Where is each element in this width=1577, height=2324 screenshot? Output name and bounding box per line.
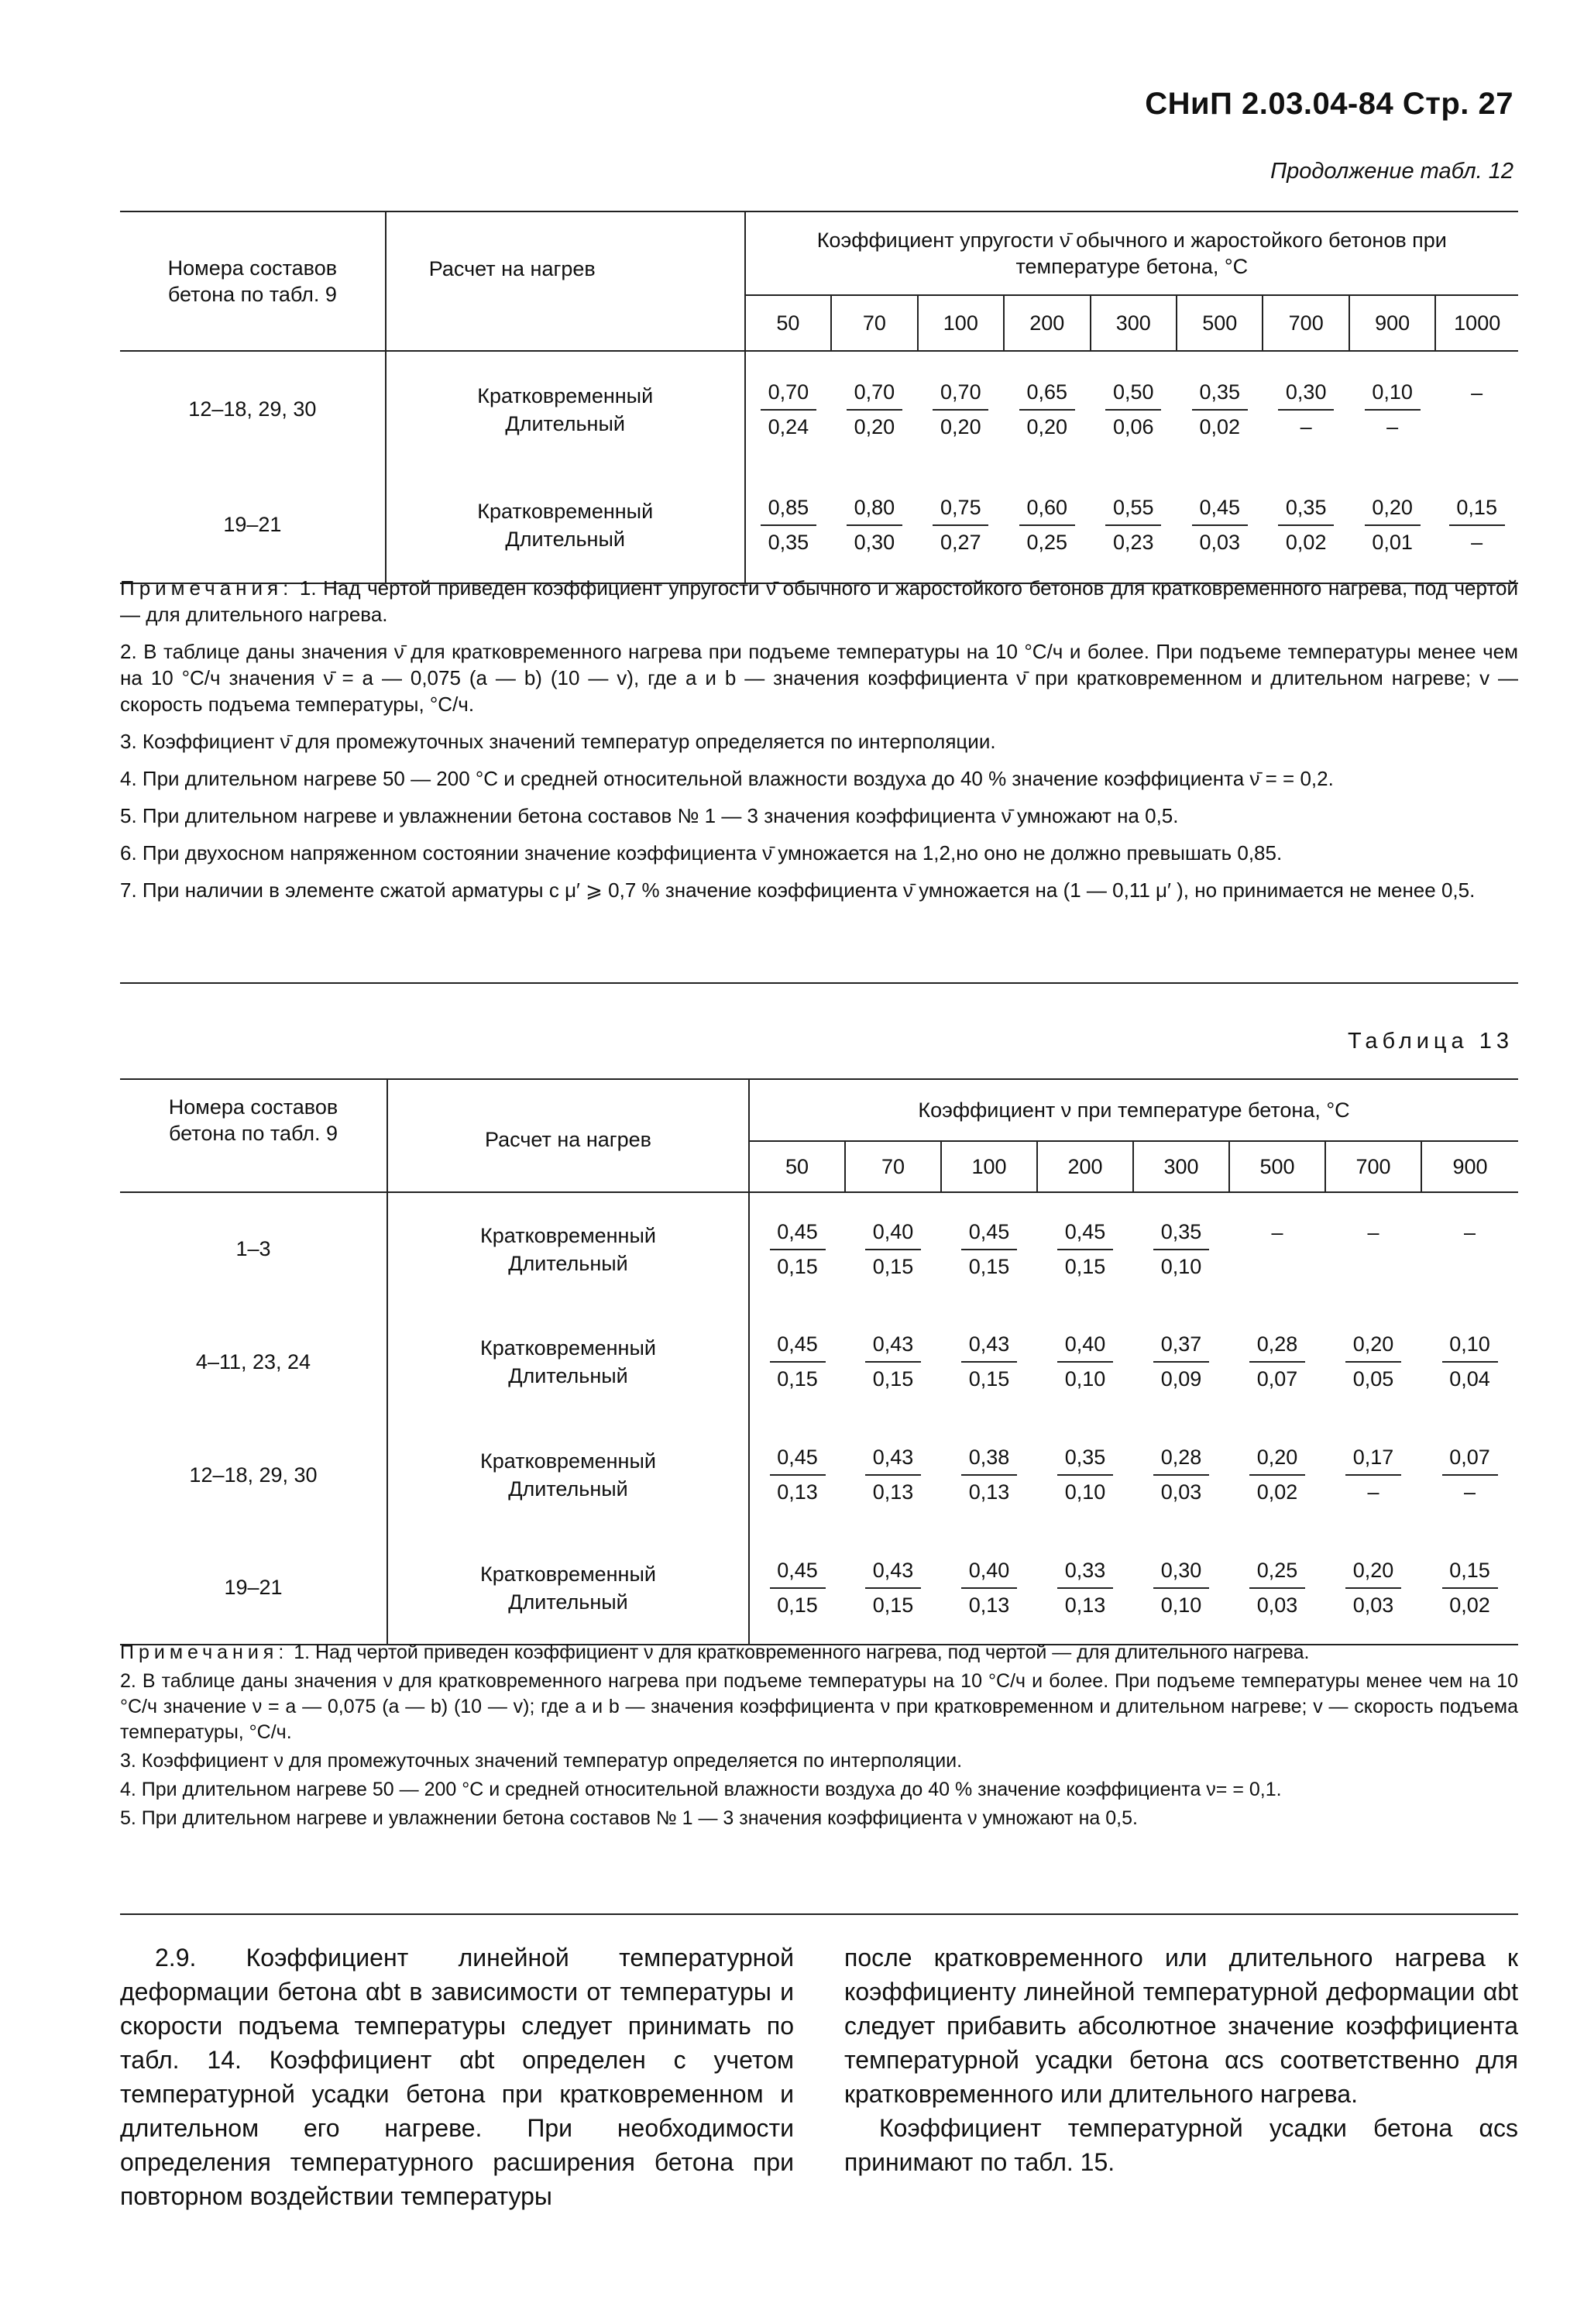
- value-long-term: [1449, 410, 1505, 438]
- value-cell: [941, 1532, 1037, 1645]
- table-row: [120, 1532, 1518, 1645]
- value-cell: [749, 1532, 845, 1645]
- value-long-term: 0,10: [1160, 1254, 1202, 1278]
- value-cell: [749, 1418, 845, 1532]
- table-13: [120, 1078, 1518, 1645]
- table12-temp-header: 900: [1349, 295, 1435, 351]
- note12-7: 7. При наличии в элементе сжатой арматуры с μ′ ⩾ 0,7 % значение коэффициента ν̄ умножается на (1 — 0,11 μ′ ), но принимается не менее 0,5.: [120, 878, 1476, 902]
- value-cell: [1133, 1192, 1229, 1305]
- value-long-term: 0,03: [1352, 1593, 1394, 1617]
- note13-3: 3. Коэффициент ν для промежуточных значений температур определяется по интерполяции.: [120, 1750, 963, 1772]
- value-cell: [1177, 467, 1263, 583]
- mode-long-term: Длительный: [508, 1477, 628, 1501]
- row-heating-modes: [387, 1305, 749, 1418]
- note13-5: 5. При длительном нагреве и увлажнении бетона составов № 1 — 3 значения коэффициента ν умножают на 0,5.: [120, 1807, 1138, 1829]
- value-short-term: 0,20: [1365, 496, 1421, 526]
- page-header: СНиП 2.03.04-84 Стр. 27: [1145, 87, 1513, 121]
- value-cell: [941, 1418, 1037, 1532]
- table12-temp-header: 500: [1177, 295, 1263, 351]
- value-long-term: 0,03: [1256, 1593, 1298, 1617]
- value-cell: [918, 467, 1004, 583]
- table12-temp-header: 300: [1091, 295, 1177, 351]
- row-heating-modes: [387, 1532, 749, 1645]
- value-short-term: 0,35: [1153, 1220, 1209, 1250]
- value-cell: [1229, 1418, 1325, 1532]
- note12-3: 3. Коэффициент ν̄ для промежуточных значений температур определяется по интерполяции.: [120, 730, 996, 753]
- row-heating-modes: [387, 1418, 749, 1532]
- value-long-term: 0,15: [777, 1593, 818, 1617]
- value-short-term: 0,37: [1153, 1332, 1209, 1363]
- value-cell: [1091, 351, 1177, 467]
- mode-short-term: Кратковременный: [480, 1562, 656, 1586]
- mode-long-term: Длительный: [508, 1251, 628, 1275]
- value-cell: [1325, 1418, 1421, 1532]
- value-short-term: 0,20: [1345, 1559, 1401, 1589]
- value-cell: [749, 1305, 845, 1418]
- mode-short-term: Кратковременный: [477, 499, 654, 523]
- value-long-term: 0,25: [1026, 530, 1068, 554]
- table12-temp-header: 200: [1004, 295, 1090, 351]
- value-short-term: 0,50: [1105, 380, 1161, 411]
- value-short-term: 0,45: [961, 1220, 1017, 1250]
- value-long-term: 0,24: [768, 414, 809, 438]
- table12-temp-header: 700: [1263, 295, 1349, 351]
- value-long-term: 0,27: [940, 530, 981, 554]
- table12-temp-header: 50: [745, 295, 831, 351]
- value-cell: [845, 1305, 941, 1418]
- value-short-term: 0,65: [1019, 380, 1075, 411]
- body-left-column: [120, 1941, 794, 2213]
- value-long-term: 0,20: [1026, 414, 1068, 438]
- value-long-term: 0,06: [1112, 414, 1154, 438]
- value-cell: [1349, 351, 1435, 467]
- value-short-term: 0,45: [1192, 496, 1248, 526]
- value-short-term: 0,28: [1249, 1332, 1305, 1363]
- row-heating-modes: [386, 467, 745, 583]
- table-row: [120, 1305, 1518, 1418]
- value-short-term: 0,55: [1105, 496, 1161, 526]
- row-heating-modes: [387, 1192, 749, 1305]
- note13-1: 1. Над чертой приведен коэффициент ν для кратковременного нагрева, под чертой — для длительного нагрева.: [294, 1642, 1310, 1663]
- value-long-term: 0,10: [1064, 1480, 1106, 1504]
- value-cell: [1421, 1532, 1518, 1645]
- value-long-term: 0,13: [968, 1593, 1010, 1617]
- value-long-term: 0,15: [968, 1367, 1010, 1391]
- value-cell: [941, 1192, 1037, 1305]
- table13-col-heating: Расчет на нагрев: [387, 1079, 749, 1192]
- value-short-term: 0,33: [1057, 1559, 1113, 1589]
- value-short-term: 0,20: [1249, 1446, 1305, 1476]
- paragraph-continuation: после кратковременного или длительного нагрева к коэффициенту линейной температурной деформации αbt следует прибавить абсолютное значение коэффициента температурной усадки бетона αcs соответственно для кратковременного или длительного нагрева.: [844, 1944, 1518, 2108]
- value-cell: [1421, 1192, 1518, 1305]
- value-long-term: –: [1300, 414, 1312, 438]
- value-long-term: 0,15: [1064, 1254, 1106, 1278]
- note13-4: 4. При длительном нагреве 50 — 200 °С и средней относительной влажности воздуха до 40 % значение коэффициента ν= = 0,1.: [120, 1779, 1282, 1800]
- value-long-term: 0,13: [968, 1480, 1010, 1504]
- value-long-term: 0,15: [777, 1254, 818, 1278]
- value-cell: [1133, 1305, 1229, 1418]
- value-cell: [1177, 351, 1263, 467]
- row-compositions: 4–11, 23, 24: [120, 1305, 387, 1418]
- notes12-label: Примечания:: [120, 576, 294, 600]
- value-cell: [941, 1305, 1037, 1418]
- mode-long-term: Длительный: [508, 1364, 628, 1387]
- value-long-term: 0,10: [1160, 1593, 1202, 1617]
- value-short-term: 0,40: [1057, 1332, 1113, 1363]
- note12-6: 6. При двухосном напряженном состоянии значение коэффициента ν̄ умножается на 1,2,но оно не должно превышать 0,85.: [120, 841, 1283, 865]
- value-short-term: 0,40: [961, 1559, 1017, 1589]
- value-short-term: 0,10: [1365, 380, 1421, 411]
- value-long-term: 0,15: [872, 1593, 914, 1617]
- value-long-term: –: [1386, 414, 1399, 438]
- value-long-term: 0,15: [968, 1254, 1010, 1278]
- value-short-term: 0,30: [1153, 1559, 1209, 1589]
- value-long-term: 0,15: [872, 1254, 914, 1278]
- body-right-column: [844, 1941, 1518, 2179]
- value-short-term: 0,43: [865, 1332, 921, 1363]
- value-cell: [1349, 467, 1435, 583]
- table12-temp-header: 70: [831, 295, 917, 351]
- table12-col-compositions: Номера составов бетона по табл. 9: [120, 211, 386, 351]
- value-long-term: 0,15: [872, 1367, 914, 1391]
- mode-long-term: Длительный: [505, 411, 625, 435]
- value-short-term: 0,20: [1345, 1332, 1401, 1363]
- value-long-term: 0,23: [1112, 530, 1154, 554]
- value-cell: [1263, 467, 1349, 583]
- value-long-term: –: [1471, 530, 1483, 554]
- value-short-term: 0,38: [961, 1446, 1017, 1476]
- paragraph-shrinkage: Коэффициент температурной усадки бетона αcs принимают по табл. 15.: [844, 2114, 1518, 2176]
- mode-short-term: Кратковременный: [477, 383, 654, 407]
- table12-notes: [120, 575, 1518, 914]
- value-long-term: 0,03: [1160, 1480, 1202, 1504]
- value-short-term: 0,85: [761, 496, 816, 526]
- value-short-term: –: [1271, 1220, 1283, 1244]
- value-cell: [1133, 1418, 1229, 1532]
- value-short-term: 0,45: [770, 1559, 826, 1589]
- note12-4: 4. При длительном нагреве 50 — 200 °С и средней относительной влажности воздуха до 40 % значение коэффициента ν̄ = = 0,2.: [120, 767, 1334, 790]
- table13-temp-header: 700: [1325, 1141, 1421, 1192]
- table-12: [120, 211, 1518, 584]
- value-short-term: 0,35: [1057, 1446, 1113, 1476]
- value-short-term: 0,17: [1345, 1446, 1401, 1476]
- table13-group-header: Коэффициент ν при температуре бетона, °С: [749, 1079, 1518, 1141]
- value-cell: [831, 467, 917, 583]
- table12-col-heating: Расчет на нагрев: [386, 211, 745, 351]
- value-cell: [1325, 1192, 1421, 1305]
- table12-temp-header: 100: [918, 295, 1004, 351]
- value-cell: [745, 351, 831, 467]
- value-long-term: 0,04: [1449, 1367, 1490, 1391]
- value-long-term: 0,10: [1064, 1367, 1106, 1391]
- value-cell: [1004, 351, 1090, 467]
- table13-temp-header: 900: [1421, 1141, 1518, 1192]
- value-short-term: 0,70: [761, 380, 816, 411]
- mode-long-term: Длительный: [505, 527, 625, 551]
- mode-short-term: Кратковременный: [480, 1449, 656, 1473]
- value-short-term: –: [1463, 1220, 1476, 1244]
- table13-notes: [120, 1640, 1518, 1834]
- mode-long-term: Длительный: [508, 1590, 628, 1614]
- value-short-term: 0,45: [1057, 1220, 1113, 1250]
- value-long-term: [1345, 1250, 1401, 1278]
- paragraph-2-9: 2.9. Коэффициент линейной температурной деформации бетона αbt в зависимости от температуры и скорости подъема температуры следует принимать по табл. 14. Коэффициент αbt определен с учетом температурной усадки бетона при кратковременном и длительном его нагреве. При необходимости определения температурного расширения бетона при повторном воздействии температуры: [120, 1944, 794, 2210]
- value-long-term: [1249, 1250, 1305, 1278]
- value-long-term: 0,15: [777, 1367, 818, 1391]
- value-long-term: 0,30: [854, 530, 895, 554]
- value-short-term: 0,45: [770, 1446, 826, 1476]
- value-cell: [1435, 467, 1518, 583]
- value-short-term: –: [1367, 1220, 1379, 1244]
- value-long-term: 0,13: [1064, 1593, 1106, 1617]
- value-short-term: 0,35: [1192, 380, 1248, 411]
- value-cell: [831, 351, 917, 467]
- table13-temp-header: 70: [845, 1141, 941, 1192]
- value-cell: [1037, 1192, 1133, 1305]
- value-short-term: 0,43: [865, 1559, 921, 1589]
- note12-2: 2. В таблице даны значения ν̄ для кратковременного нагрева при подъеме температуры на 10 °С/ч и более. При подъеме температуры менее чем на 10 °С/ч значения ν̄ = a — 0,075 (a — b) (10 — v), где a и b — значения коэффициента ν̄ при кратковременном и длительном нагреве; v — скорость подъема температуры, °С/ч.: [120, 640, 1518, 716]
- row-compositions: 1–3: [120, 1192, 387, 1305]
- value-cell: [845, 1192, 941, 1305]
- table13-title: Таблица 13: [1347, 1029, 1513, 1054]
- value-cell: [745, 467, 831, 583]
- value-short-term: –: [1471, 380, 1483, 404]
- row-compositions: 19–21: [120, 1532, 387, 1645]
- value-cell: [1229, 1305, 1325, 1418]
- value-short-term: 0,28: [1153, 1446, 1209, 1476]
- value-cell: [1037, 1532, 1133, 1645]
- note12-5: 5. При длительном нагреве и увлажнении бетона составов № 1 — 3 значения коэффициента ν̄ умножают на 0,5.: [120, 804, 1179, 827]
- value-short-term: 0,15: [1449, 496, 1505, 526]
- table-row: [120, 1192, 1518, 1305]
- table12-temp-header: 1000: [1435, 295, 1518, 351]
- value-short-term: 0,15: [1442, 1559, 1498, 1589]
- value-cell: [1037, 1305, 1133, 1418]
- value-long-term: 0,09: [1160, 1367, 1202, 1391]
- value-short-term: 0,25: [1249, 1559, 1305, 1589]
- value-short-term: 0,43: [865, 1446, 921, 1476]
- value-long-term: 0,05: [1352, 1367, 1394, 1391]
- value-long-term: –: [1463, 1480, 1476, 1504]
- value-long-term: 0,13: [777, 1480, 818, 1504]
- note13-2: 2. В таблице даны значения ν для кратковременного нагрева при подъеме температуры на 10 °С/ч и более. При подъеме температуры менее чем на 10 °С/ч значение ν = a — 0,075 (a — b) (10 — v); где a и b — значения коэффициента ν при кратковременном и длительном нагреве; v — скорость подъема температуры, °С/ч.: [120, 1670, 1518, 1743]
- value-cell: [845, 1418, 941, 1532]
- value-short-term: 0,75: [933, 496, 988, 526]
- table13-temp-header: 100: [941, 1141, 1037, 1192]
- value-long-term: 0,13: [872, 1480, 914, 1504]
- value-cell: [1091, 467, 1177, 583]
- value-long-term: 0,35: [768, 530, 809, 554]
- value-cell: [1421, 1305, 1518, 1418]
- value-long-term: 0,02: [1285, 530, 1327, 554]
- table-row: [120, 351, 1518, 467]
- table13-temp-header: 500: [1229, 1141, 1325, 1192]
- divider: [120, 1913, 1518, 1915]
- value-cell: [1229, 1192, 1325, 1305]
- value-long-term: –: [1367, 1480, 1379, 1504]
- mode-short-term: Кратковременный: [480, 1336, 656, 1360]
- value-long-term: 0,02: [1199, 414, 1240, 438]
- value-long-term: 0,07: [1256, 1367, 1298, 1391]
- mode-short-term: Кратковременный: [480, 1223, 656, 1247]
- row-compositions: 12–18, 29, 30: [120, 351, 386, 467]
- value-short-term: 0,45: [770, 1220, 826, 1250]
- value-cell: [1229, 1532, 1325, 1645]
- value-cell: [1325, 1532, 1421, 1645]
- value-cell: [749, 1192, 845, 1305]
- row-compositions: 19–21: [120, 467, 386, 583]
- value-cell: [918, 351, 1004, 467]
- value-cell: [845, 1532, 941, 1645]
- value-cell: [1325, 1305, 1421, 1418]
- table13-col-compositions: Номера составов бетона по табл. 9: [120, 1079, 387, 1192]
- table13-temp-header: 200: [1037, 1141, 1133, 1192]
- table-row: [120, 467, 1518, 583]
- table13-temp-header: 300: [1133, 1141, 1229, 1192]
- table12-group-header: Коэффициент упругости ν̄ обычного и жаростойкого бетонов при температуре бетона, °С: [745, 211, 1518, 295]
- value-long-term: 0,02: [1449, 1593, 1490, 1617]
- table-row: [120, 1418, 1518, 1532]
- value-cell: [1133, 1532, 1229, 1645]
- value-cell: [1263, 351, 1349, 467]
- value-long-term: 0,01: [1372, 530, 1413, 554]
- value-short-term: 0,60: [1019, 496, 1075, 526]
- value-short-term: 0,30: [1278, 380, 1334, 411]
- value-long-term: 0,03: [1199, 530, 1240, 554]
- notes13-label: Примечания:: [120, 1642, 289, 1663]
- table-continuation-label: Продолжение табл. 12: [1270, 159, 1513, 184]
- value-short-term: 0,40: [865, 1220, 921, 1250]
- value-short-term: 0,35: [1278, 496, 1334, 526]
- value-long-term: [1442, 1250, 1498, 1278]
- table13-temp-header: 50: [749, 1141, 845, 1192]
- value-long-term: 0,20: [940, 414, 981, 438]
- note12-1: 1. Над чертой приведен коэффициент упругости ν̄ обычного и жаростойкого бетонов для кратковременного нагрева, под чертой — для длительного нагрева.: [120, 576, 1518, 626]
- value-short-term: 0,70: [847, 380, 902, 411]
- value-short-term: 0,07: [1442, 1446, 1498, 1476]
- value-cell: [1037, 1418, 1133, 1532]
- value-cell: [1421, 1418, 1518, 1532]
- row-compositions: 12–18, 29, 30: [120, 1418, 387, 1532]
- value-cell: [1004, 467, 1090, 583]
- row-heating-modes: [386, 351, 745, 467]
- value-short-term: 0,10: [1442, 1332, 1498, 1363]
- value-cell: [1435, 351, 1518, 467]
- value-long-term: 0,02: [1256, 1480, 1298, 1504]
- value-long-term: 0,20: [854, 414, 895, 438]
- value-short-term: 0,43: [961, 1332, 1017, 1363]
- value-short-term: 0,45: [770, 1332, 826, 1363]
- value-short-term: 0,70: [933, 380, 988, 411]
- divider: [120, 982, 1518, 984]
- value-short-term: 0,80: [847, 496, 902, 526]
